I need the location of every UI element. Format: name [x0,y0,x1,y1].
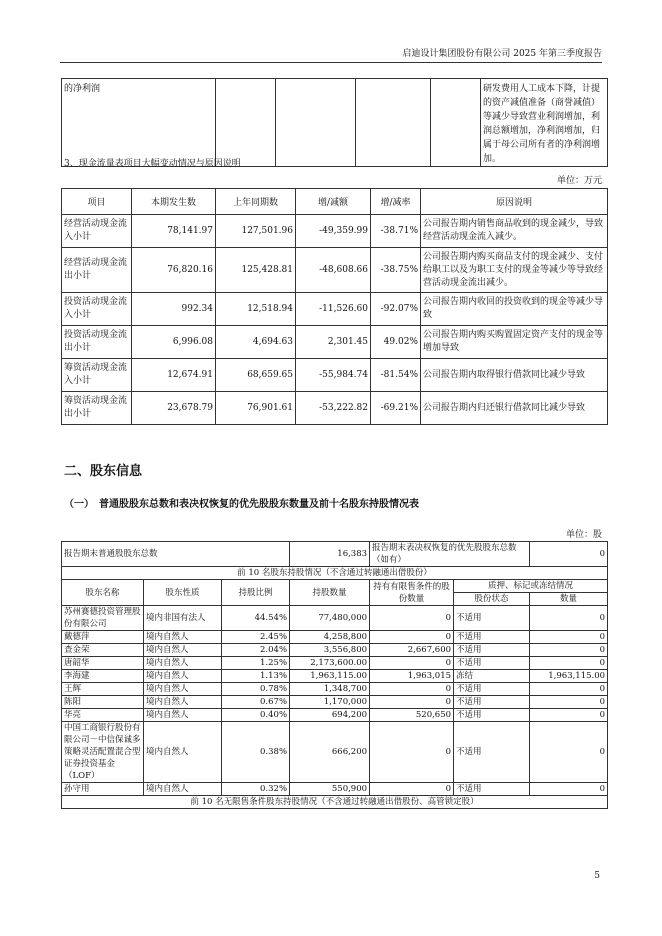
value-cell: -69.21% [371,392,421,425]
share-status: 不适用 [454,606,530,631]
cashflow-unit: 单位：万元 [556,176,602,186]
column-header: 股份状态 [454,593,530,606]
holding-ratio: 1.13% [222,670,290,683]
table-row [62,79,608,167]
table-header-row [62,580,608,593]
value-cell: 78,141.97 [132,215,216,248]
value-cell: 49.02% [371,326,421,359]
unrestricted-title: 前 10 名无限售条件股东持股情况（不含通过转融通出借股份、高管锁定股） [62,796,608,809]
table-row [62,670,608,683]
table-row [62,215,608,248]
column-header: 项目 [62,189,132,215]
pledge-qty: 1,963,115.00 [530,670,608,683]
summary-value: 0 [530,542,608,567]
restricted-qty: 0 [370,683,454,696]
shareholder-nature: 境内自然人 [144,644,222,657]
column-header: 质押、标记或冻结情况 [454,580,608,593]
shareholder-name: 中国工商银行股份有限公司－中信保诚多策略灵活配置混合型证券投资基金（LOF） [62,722,144,783]
value-cell: 4,694.63 [216,326,296,359]
holding-ratio: 0.67% [222,696,290,709]
reason-cell: 公司报告期内销售商品收到的现金减少，导致经营活动现金流入减少。 [421,215,608,248]
value-cell: -81.54% [371,359,421,392]
table-row [62,293,608,326]
holding-ratio: 2.45% [222,631,290,644]
table-row [62,709,608,722]
restricted-qty: 0 [370,783,454,796]
value-cell: 12,674.91 [132,359,216,392]
share-status: 不适用 [454,709,530,722]
pledge-qty: 0 [530,683,608,696]
table-title-row [62,796,608,809]
share-status: 不适用 [454,722,530,783]
pledge-qty: 0 [530,644,608,657]
table-row [62,392,608,425]
table-row [62,783,608,796]
value-cell: 76,901.61 [216,392,296,425]
share-status: 不适用 [454,657,530,670]
reason-cell: 公司报告期内归还银行借款同比减少导致 [421,392,608,425]
item-cell: 经营活动现金流入小计 [62,215,132,248]
holding-qty: 550,900 [290,783,370,796]
holding-ratio: 1.25% [222,657,290,670]
holding-qty: 77,480,000 [290,606,370,631]
column-header: 数量 [530,593,608,606]
column-header: 股东名称 [62,580,144,606]
shareholder-name: 唐韶华 [62,657,144,670]
pledge-qty: 0 [530,631,608,644]
value-cell: 125,428.81 [216,248,296,293]
holding-qty: 694,200 [290,709,370,722]
restricted-qty: 2,667,600 [370,644,454,657]
value-cell: 127,501.96 [216,215,296,248]
item-cell: 投资活动现金流入小计 [62,293,132,326]
shareholder-name: 华亮 [62,709,144,722]
shareholder-name: 李海建 [62,670,144,683]
summary-label: 报告期末普通股股东总数 [62,542,290,567]
reason-cell: 公司报告期内购买商品支付的现金减少、支付给职工以及为职工支付的现金等减少等导致经营活动现金流出减少。 [421,248,608,293]
holding-ratio: 2.04% [222,644,290,657]
column-header: 持有有限售条件的股份数量 [370,580,454,606]
restricted-qty: 0 [370,657,454,670]
holding-qty: 666,200 [290,722,370,783]
value-cell: -38.71% [371,215,421,248]
item-cell: 经营活动现金流出小计 [62,248,132,293]
header-divider [60,62,602,63]
value-cell: -11,526.60 [296,293,371,326]
table-row [62,606,608,631]
column-header: 本期发生数 [132,189,216,215]
holding-ratio: 44.54% [222,606,290,631]
report-header-title: 启迪设计集团股份有限公司 2025 年第三季度报告 [402,49,602,59]
table-row [62,326,608,359]
value-cell: 76,820.16 [132,248,216,293]
holding-ratio: 0.38% [222,722,290,783]
subsection-heading: （一） 普通股股东总数和表决权恢复的优先股股东数量及前十名股东持股情况表 [64,499,419,510]
shareholder-nature: 境内自然人 [144,631,222,644]
item-cell: 筹资活动现金流出小计 [62,392,132,425]
reason-cell: 公司报告期内收回的投资收到的现金等减少导致 [421,293,608,326]
pledge-qty: 0 [530,709,608,722]
summary-row [62,542,608,567]
value-cell: -38.75% [371,248,421,293]
restricted-qty: 0 [370,696,454,709]
share-status: 不适用 [454,683,530,696]
item-cell: 投资活动现金流出小计 [62,326,132,359]
table-row [62,644,608,657]
restricted-qty: 0 [370,631,454,644]
value-cell: 12,518.94 [216,293,296,326]
share-status: 冻结 [454,670,530,683]
table-row [62,722,608,783]
page-number: 5 [594,871,600,881]
value-cell: -49,359.99 [296,215,371,248]
reason-cell: 研发费用人工成本下降，计提的资产减值准备（商誉减值）等减少导致营业利润增加，利润总额增加，净利润增加，归属于母公司所有者的净利润增加。 [481,79,608,167]
shareholder-nature: 境内自然人 [144,709,222,722]
holding-qty: 4,258,800 [290,631,370,644]
shareholder-name: 苏州赛德投资管理股份有限公司 [62,606,144,631]
restricted-qty: 520,650 [370,709,454,722]
shareholder-name: 王辉 [62,683,144,696]
value-cell: -55,984.74 [296,359,371,392]
column-header: 原因说明 [421,189,608,215]
table-title-row [62,567,608,580]
value-cell: -48,608.66 [296,248,371,293]
table-row [62,657,608,670]
share-status: 不适用 [454,783,530,796]
holding-qty: 3,556,800 [290,644,370,657]
column-header: 股东性质 [144,580,222,606]
restricted-qty: 0 [370,606,454,631]
column-header: 持股数量 [290,580,370,606]
value-cell: 68,659.65 [216,359,296,392]
pledge-qty: 0 [530,696,608,709]
column-header: 增/减率 [371,189,421,215]
continued-table [61,78,608,167]
reason-cell: 公司报告期内取得银行借款同比减少导致 [421,359,608,392]
shareholders-unit: 单位：股 [565,530,602,540]
top10-title: 前 10 名股东持股情况（不含通过转融通出借股份） [62,567,608,580]
shareholder-nature: 境内自然人 [144,657,222,670]
value-cell: -92.07% [371,293,421,326]
holding-ratio: 0.32% [222,783,290,796]
shareholder-nature: 境内自然人 [144,783,222,796]
shareholder-nature: 境内自然人 [144,683,222,696]
value-cell: 992.34 [132,293,216,326]
holding-qty: 1,170,000 [290,696,370,709]
share-status: 不适用 [454,696,530,709]
column-header: 持股比例 [222,580,290,606]
table-row [62,631,608,644]
pledge-qty: 0 [530,657,608,670]
restricted-qty: 1,963,015 [370,670,454,683]
holding-qty: 1,963,115.00 [290,670,370,683]
holding-qty: 1,348,700 [290,683,370,696]
share-status: 不适用 [454,644,530,657]
summary-value: 16,383 [290,542,370,567]
pledge-qty: 0 [530,606,608,631]
holding-qty: 2,173,600.00 [290,657,370,670]
section-heading: 二、股东信息 [64,464,143,479]
value-cell: -53,222.82 [296,392,371,425]
table-row [62,696,608,709]
shareholders-table [61,541,608,809]
shareholder-name: 陈阳 [62,696,144,709]
restricted-qty: 0 [370,722,454,783]
shareholder-nature: 境内非国有法人 [144,606,222,631]
holding-ratio: 0.40% [222,709,290,722]
cashflow-section-title: 3、现金流量表项目大幅变动情况与原因说明 [64,159,241,169]
summary-label: 报告期末表决权恢复的优先股股东总数（如有） [370,542,530,567]
share-status: 不适用 [454,631,530,644]
pledge-qty: 0 [530,722,608,783]
shareholder-nature: 境内自然人 [144,696,222,709]
shareholder-nature: 境内自然人 [144,670,222,683]
pledge-qty: 0 [530,783,608,796]
value-cell: 6,996.08 [132,326,216,359]
cashflow-table [61,188,608,425]
item-cell: 筹资活动现金流入小计 [62,359,132,392]
shareholder-name: 查金荣 [62,644,144,657]
value-cell: 2,301.45 [296,326,371,359]
holding-ratio: 0.78% [222,683,290,696]
column-header: 增/减额 [296,189,371,215]
shareholder-name: 孙守用 [62,783,144,796]
item-cell: 的净利润 [62,79,216,167]
table-row [62,683,608,696]
shareholder-nature: 境内自然人 [144,722,222,783]
value-cell: 23,678.79 [132,392,216,425]
table-header-row [62,189,608,215]
shareholder-name: 戴德萍 [62,631,144,644]
table-row [62,248,608,293]
column-header: 上年同期数 [216,189,296,215]
reason-cell: 公司报告期内购买购置固定资产支付的现金等增加导致 [421,326,608,359]
table-row [62,359,608,392]
